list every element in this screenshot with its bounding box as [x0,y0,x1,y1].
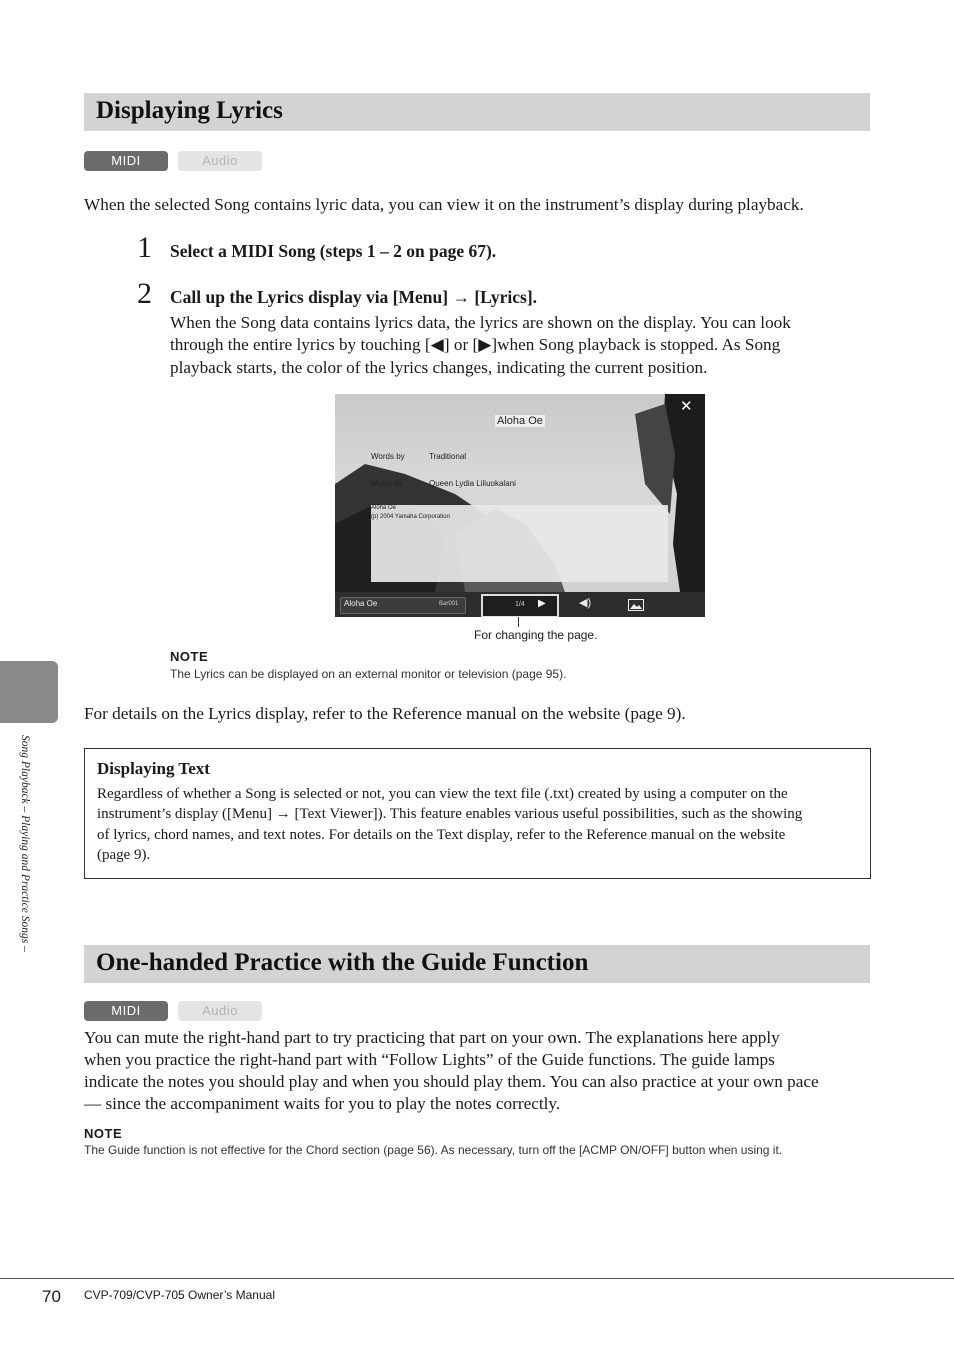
words-label: Words by [371,452,405,461]
callout-line [518,617,519,627]
bar-position: Bar001 [439,601,459,607]
chapter-tab [0,661,58,723]
step-body-line: through the entire lyrics by touching [◀] or [▶]when Song playback is stopped. As Song [170,335,781,354]
words-value: Traditional [429,452,467,461]
section-header-guide [84,945,870,983]
page-indicator: 1/4 [515,601,525,608]
midi-tag: MIDI [84,1001,168,1021]
note-text: The Guide function is not effective for the Chord section (page 56). As necessary, turn off the [ACMP ON/OFF] button when using it. [84,1143,783,1157]
footer-rule [0,1278,954,1279]
section-title: One-handed Practice with the Guide Function [96,949,589,976]
close-icon[interactable]: ✕ [680,398,693,415]
intro-paragraph: When the selected Song contains lyric data, you can view it on the instrument’s display during playback. [84,195,804,214]
lyrics-display-screenshot [335,394,705,617]
page-number: 70 [42,1287,61,1306]
box-line: Regardless of whether a Song is selected or not, you can view the text file (.txt) created by using a computer on the [97,786,788,802]
play-right-icon[interactable]: ▶ [538,598,546,609]
box-title: Displaying Text [97,759,210,778]
step-number: 1 [137,231,152,264]
step-body-line: playback starts, the color of the lyrics changes, indicating the current position. [170,358,708,377]
image-icon[interactable] [628,599,644,611]
step-body-line: When the Song data contains lyrics data, the lyrics are shown on the display. You can look [170,313,791,332]
section-title: Displaying Lyrics [96,97,283,124]
chapter-label: Song Playback – Playing and Practice Songs – [19,735,31,952]
body-line: when you practice the right-hand part with “Follow Lights” of the Guide functions. The guide lamps [84,1050,775,1069]
manual-title: CVP-709/CVP-705 Owner’s Manual [84,1288,275,1302]
body-line: — since the accompaniment waits for you to play the notes correctly. [84,1094,561,1113]
body-line: You can mute the right-hand part to try practicing that part on your own. The explanations here apply [84,1028,780,1047]
box-line: (page 9). [97,847,151,863]
note-label: NOTE [84,1126,123,1141]
song-title: Aloha Oe [497,415,543,427]
music-value: Queen Lydia Liliuokalani [429,479,516,488]
step-title: Select a MIDI Song (steps 1 – 2 on page 67). [170,241,497,261]
step-number: 2 [137,277,152,310]
copyright-line: (p) 2004 Yamaha Corporation [371,514,450,520]
body-line: indicate the notes you should play and when you should play them. You can also practice at your own pace [84,1072,819,1091]
speaker-icon[interactable]: ◀) [579,597,592,609]
note-label: NOTE [170,649,209,664]
box-line: instrument’s display ([Menu] → [Text Viewer]). This feature enables various useful possibilities, such as the showing [97,806,803,822]
reference-paragraph: For details on the Lyrics display, refer to the Reference manual on the website (page 9). [84,704,686,723]
audio-tag: Audio [178,1001,262,1021]
midi-tag: MIDI [84,151,168,171]
music-label: Music by [371,479,403,488]
copyright-line: Aloha Oe [371,505,397,511]
callout-text: For changing the page. [474,628,598,642]
box-line: of lyrics, chord names, and text notes. For details on the Text display, refer to the Reference manual on the website [97,827,786,843]
info-box [84,748,871,879]
note-text: The Lyrics can be displayed on an external monitor or television (page 95). [170,667,567,681]
bar-song-name: Aloha Oe [344,599,378,608]
step-title: Call up the Lyrics display via [Menu] → [Lyrics]. [170,287,538,307]
section-header-lyrics [84,93,870,131]
audio-tag: Audio [178,151,262,171]
